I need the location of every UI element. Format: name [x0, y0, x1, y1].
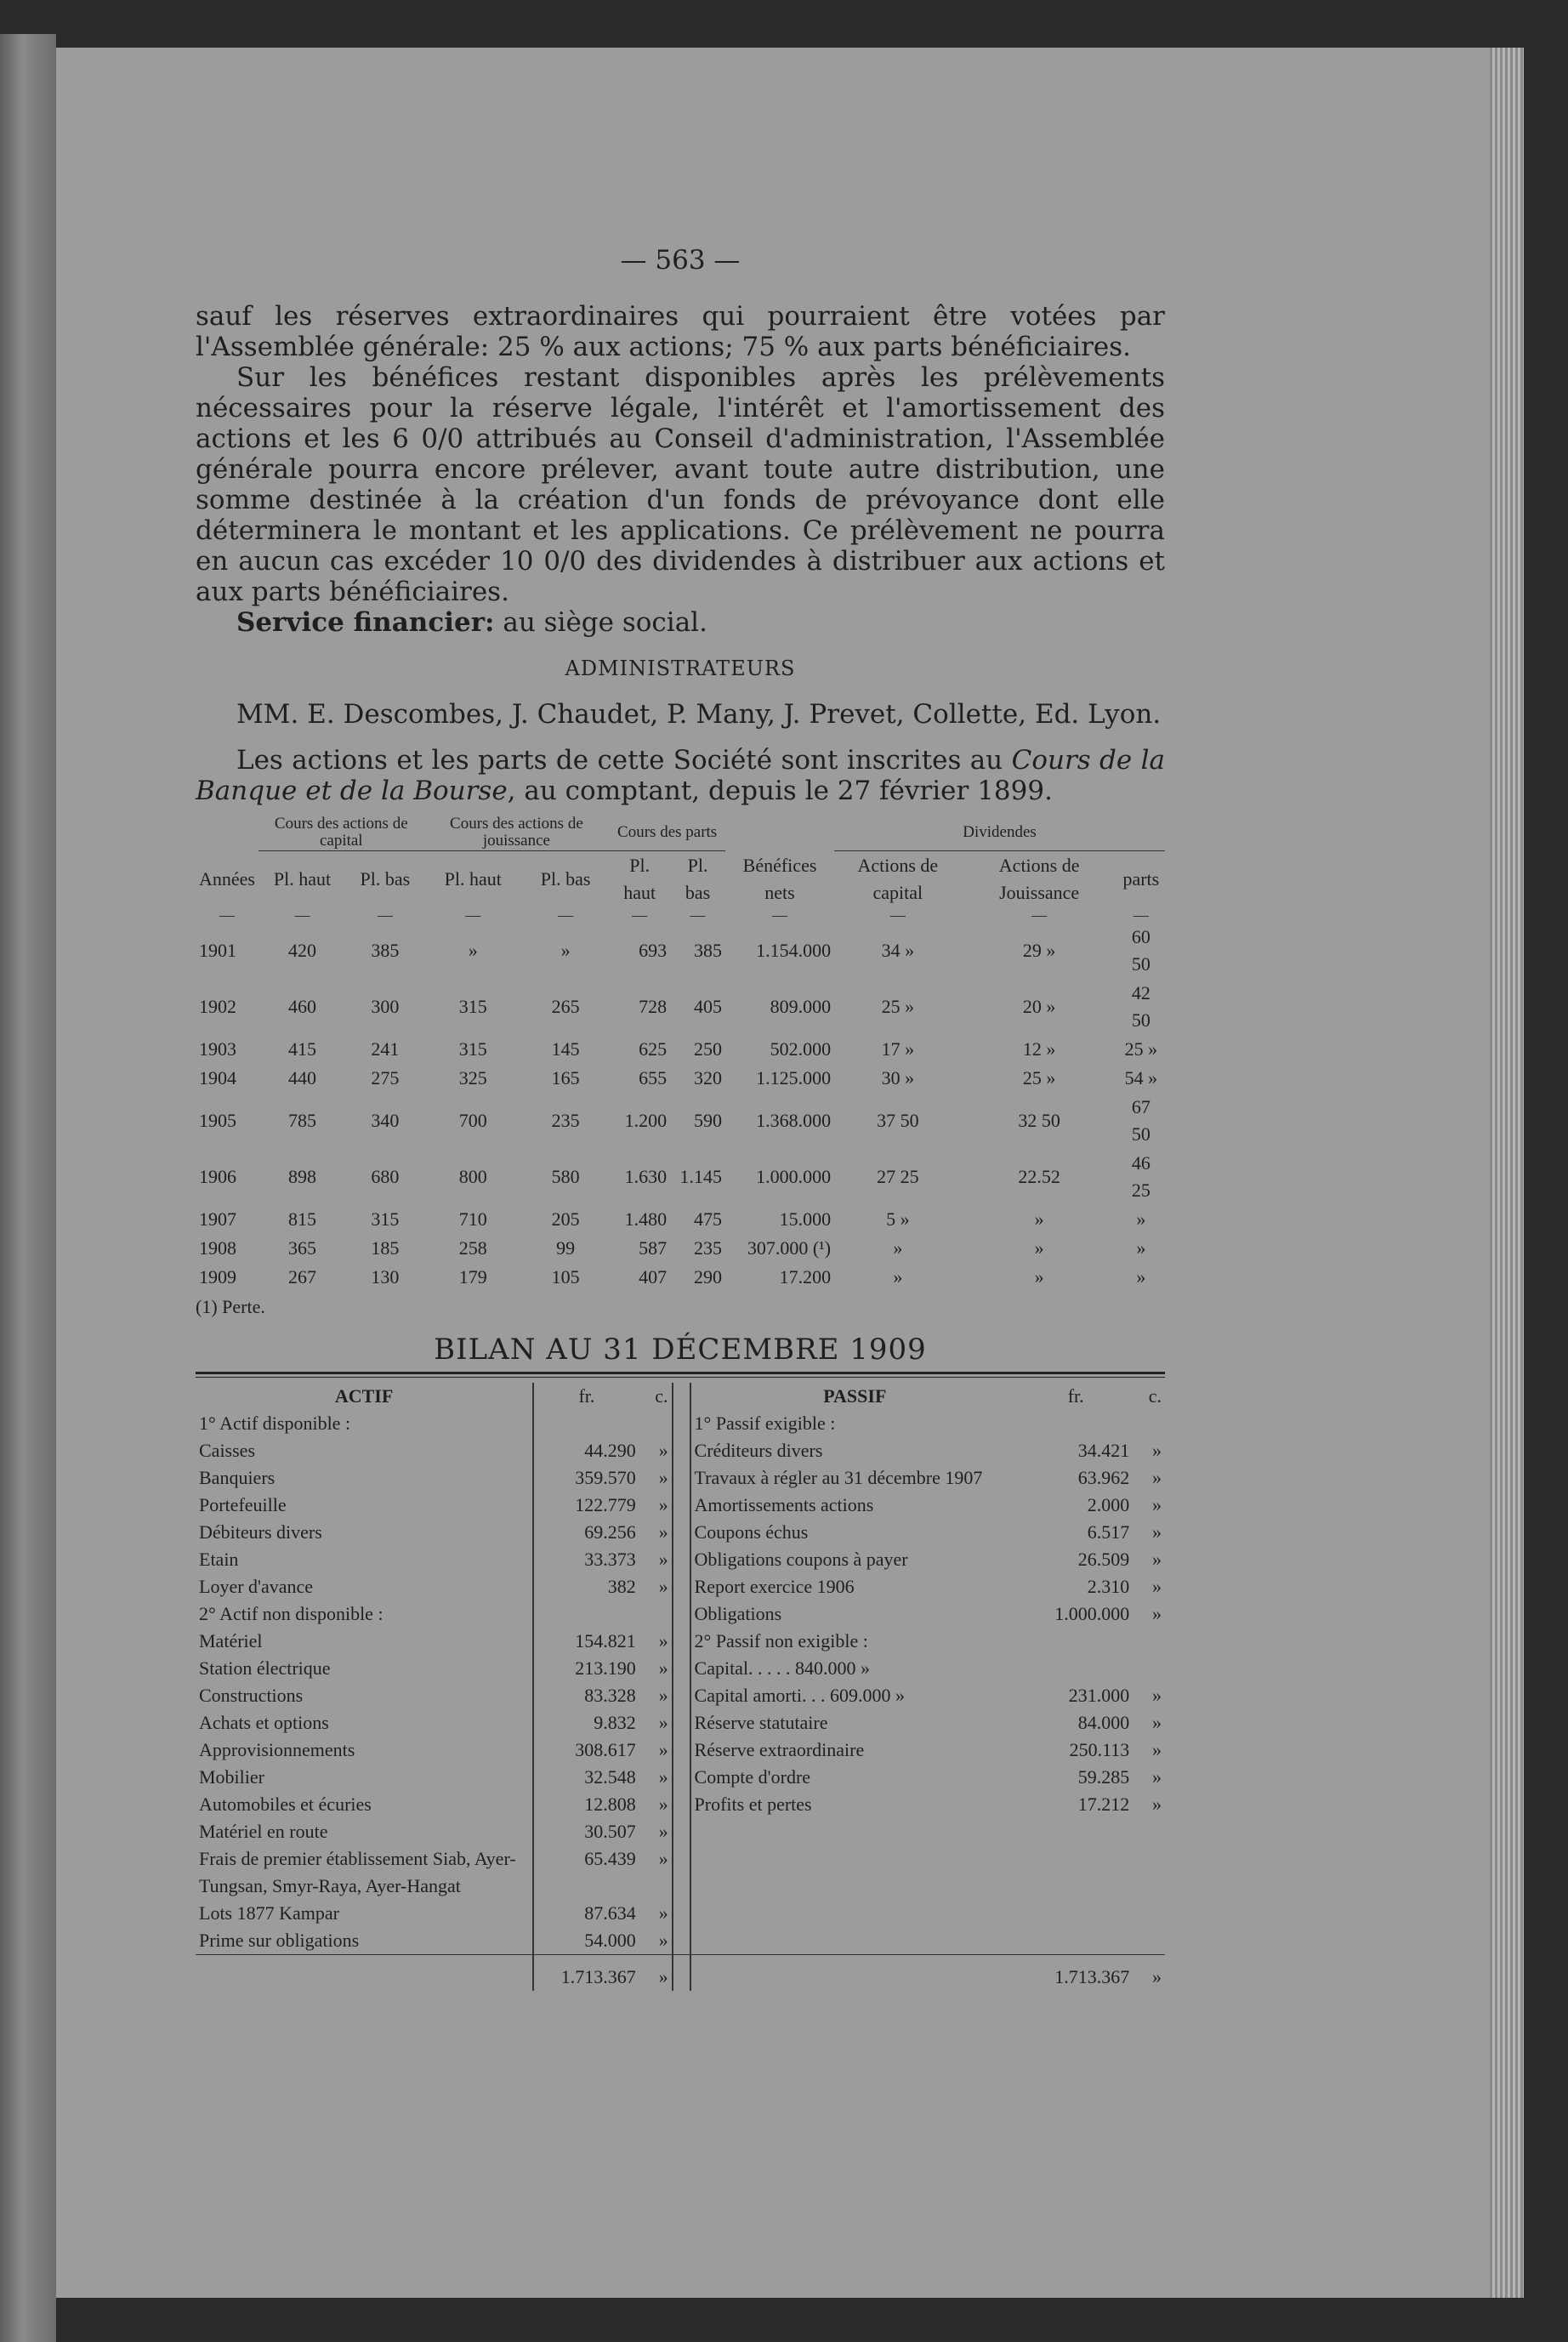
actif-label: Loyer d'avance — [199, 1576, 314, 1597]
actif-cents: » — [658, 1549, 668, 1570]
table-cell: 300 — [371, 996, 400, 1017]
passif-label: Coupons échus — [694, 1521, 809, 1543]
actif-cents: » — [658, 1930, 668, 1951]
passif-label: Profits et pertes — [694, 1793, 812, 1815]
table-row — [196, 1064, 1165, 1093]
actif-cents: » — [658, 1630, 668, 1651]
actif-cents: » — [658, 1766, 668, 1788]
group-header-jouissance: Cours des actions de jouissance — [424, 815, 610, 851]
actif-label: Banquiers — [199, 1467, 276, 1488]
table-cell: 1.000.000 — [756, 1166, 832, 1187]
table-row — [196, 923, 1165, 979]
table-cell: 250 — [694, 1038, 722, 1060]
actif-label: Caisses — [199, 1440, 255, 1461]
col-header: Pl. haut — [623, 855, 656, 903]
actif-label: Approvisionnements — [199, 1739, 355, 1760]
actif-amount: 54.000 — [533, 1927, 639, 1955]
passif-amount: 26.509 — [1077, 1549, 1130, 1570]
actif-cents — [639, 1600, 673, 1628]
bilan-row — [196, 1927, 1165, 1955]
passif-cents: » — [1152, 1603, 1162, 1624]
bilan-row — [196, 1546, 1165, 1573]
table-cell: 12 » — [1022, 1038, 1056, 1060]
bilan-row — [196, 1519, 1165, 1546]
bilan-row — [196, 1737, 1165, 1764]
actif-amount: 9.832 — [533, 1709, 639, 1737]
table-cell: 460 — [288, 996, 317, 1017]
service-label: Service financier: — [236, 607, 495, 638]
table-cell: 67 50 — [1131, 1096, 1150, 1145]
actif-amount: 87.634 — [533, 1900, 639, 1927]
table-cell: » — [1136, 1208, 1146, 1230]
table-cell: » — [1034, 1237, 1044, 1259]
table-cell: 1909 — [199, 1266, 236, 1288]
actif-label: 1° Actif disponible : — [199, 1413, 351, 1434]
table-cell: 290 — [694, 1266, 722, 1288]
table-cell: 340 — [371, 1110, 400, 1131]
bilan-table — [196, 1383, 1165, 1991]
actif-cents: » — [658, 1685, 668, 1706]
table-cell: 365 — [288, 1237, 317, 1259]
footnote: (1) Perte. — [196, 1296, 265, 1317]
total-actif: 1.713.367 — [533, 1955, 639, 1992]
actif-label: Prime sur obligations — [199, 1930, 360, 1951]
table-cell: 30 » — [881, 1067, 915, 1089]
table-row — [196, 1093, 1165, 1149]
table-cell: » — [1136, 1266, 1146, 1288]
passif-cents: » — [1152, 1712, 1162, 1733]
table-cell: 800 — [458, 1166, 487, 1187]
table-cell: 320 — [694, 1067, 722, 1089]
passif-label: Report exercice 1906 — [694, 1576, 855, 1597]
actif-cents: » — [658, 1494, 668, 1515]
double-rule — [196, 1372, 1165, 1378]
table-cell: 205 — [551, 1208, 580, 1230]
actif-amount: 213.190 — [533, 1655, 639, 1682]
table-cell: 420 — [288, 940, 317, 961]
col-header: Années — [199, 867, 255, 890]
actif-amount: 69.256 — [533, 1519, 639, 1546]
group-header-dividendes: Dividendes — [834, 815, 1165, 851]
table-cell: 275 — [371, 1067, 400, 1089]
actif-label: Débiteurs divers — [199, 1521, 322, 1543]
passif-amount: 63.962 — [1077, 1467, 1130, 1488]
table-cell: 405 — [694, 996, 722, 1017]
actif-cents: » — [658, 1821, 668, 1842]
passif-label: Réserve statutaire — [694, 1712, 828, 1733]
passif-amount: 2.310 — [1087, 1576, 1130, 1597]
actif-label: Etain — [199, 1549, 239, 1570]
actif-label: Constructions — [199, 1685, 304, 1706]
passif-amount: 59.285 — [1077, 1766, 1130, 1788]
table-cell: 1902 — [199, 996, 236, 1017]
table-cell: 693 — [639, 940, 668, 961]
table-row — [196, 979, 1165, 1035]
table-cell: 315 — [371, 1208, 400, 1230]
actif-cents: » — [658, 1712, 668, 1733]
table-cell: 1.368.000 — [756, 1110, 832, 1131]
actif-cents: » — [658, 1467, 668, 1488]
table-cell: 1.145 — [679, 1166, 722, 1187]
cours-table-body — [196, 923, 1165, 1292]
actif-header: ACTIF — [334, 1385, 394, 1407]
bilan-row — [196, 1573, 1165, 1600]
table-cell: 1908 — [199, 1237, 236, 1259]
table-cell: 785 — [288, 1110, 317, 1131]
passif-header: PASSIF — [823, 1385, 887, 1407]
table-cell: 1905 — [199, 1110, 236, 1131]
table-cell: 42 50 — [1131, 982, 1150, 1031]
bilan-row — [196, 1900, 1165, 1927]
actif-cents: » — [658, 1793, 668, 1815]
c-header: c. — [1148, 1385, 1162, 1407]
actif-amount: 308.617 — [533, 1737, 639, 1764]
bilan-row — [196, 1600, 1165, 1628]
paragraph-1: sauf les réserves extraordinaires qui pourraient être votées par l'Assemblée générale: 25 % aux actions; 75 % aux parts bénéficiaires. — [196, 301, 1165, 362]
passif-label: Amortissements actions — [694, 1494, 874, 1515]
table-cell: 1.480 — [624, 1208, 668, 1230]
actif-cents: » — [658, 1902, 668, 1924]
col-header: Actions de capital — [857, 855, 939, 903]
passif-label: Compte d'ordre — [694, 1766, 811, 1788]
admin-title: ADMINISTRATEURS — [565, 657, 796, 680]
admin-names: MM. E. Descombes, J. Chaudet, P. Many, J. Prevet, Collette, Ed. Lyon. — [236, 699, 1162, 730]
page-content — [196, 245, 1165, 1991]
table-cell: 415 — [288, 1038, 317, 1060]
passif-cents: » — [1152, 1521, 1162, 1543]
fr-header: fr. — [1067, 1385, 1084, 1407]
passif-label: Réserve extraordinaire — [694, 1739, 865, 1760]
passif-cents: » — [1152, 1440, 1162, 1461]
table-cell: 1901 — [199, 940, 236, 961]
table-cell: 235 — [551, 1110, 580, 1131]
passif-cents: » — [1152, 1793, 1162, 1815]
table-cell: 145 — [551, 1038, 580, 1060]
table-cell: 25 » — [1124, 1038, 1158, 1060]
actif-amount: 122.779 — [533, 1492, 639, 1519]
table-row — [196, 1149, 1165, 1205]
passif-label: 1° Passif exigible : — [694, 1413, 836, 1434]
actif-label: Lots 1877 Kampar — [199, 1902, 339, 1924]
bilan-row — [196, 1628, 1165, 1655]
actif-cents: » — [658, 1657, 668, 1679]
table-cell: 1.200 — [624, 1110, 668, 1131]
actif-cents: » — [658, 1521, 668, 1543]
cours-intro: Les actions et les parts de cette Société sont inscrites au Cours de la Banque et de la Bourse, au comptant, depuis le 27 février 1899. — [196, 745, 1165, 806]
actif-amount: 154.821 — [533, 1628, 639, 1655]
table-cell: 46 25 — [1131, 1152, 1150, 1201]
passif-cents — [1133, 1655, 1165, 1682]
actif-amount: 32.548 — [533, 1764, 639, 1791]
bilan-row — [196, 1764, 1165, 1791]
page-number: — 563 — — [620, 245, 741, 276]
actif-cents: » — [658, 1739, 668, 1760]
table-cell: 407 — [639, 1266, 668, 1288]
table-cell: 37 50 — [877, 1110, 919, 1131]
table-cell: 27 25 — [877, 1166, 919, 1187]
bilan-row — [196, 1492, 1165, 1519]
table-cell: 1906 — [199, 1166, 236, 1187]
actif-amount — [533, 1600, 639, 1628]
passif-amount: 34.421 — [1077, 1440, 1130, 1461]
table-cell: 17.200 — [779, 1266, 832, 1288]
passif-amount: 17.212 — [1077, 1793, 1130, 1815]
actif-label: Portefeuille — [199, 1494, 287, 1515]
col-header: parts — [1122, 868, 1160, 890]
fr-header: fr. — [533, 1383, 639, 1410]
table-cell: 385 — [371, 940, 400, 961]
bilan-row — [196, 1682, 1165, 1709]
passif-amount: 231.000 — [1068, 1685, 1130, 1706]
passif-cents — [1133, 1410, 1165, 1437]
passif-amount — [1019, 1628, 1133, 1655]
passif-label: Créditeurs divers — [694, 1440, 823, 1461]
actif-cents — [639, 1410, 673, 1437]
passif-label: Travaux à régler au 31 décembre 1907 — [694, 1467, 983, 1488]
passif-label: Obligations coupons à payer — [694, 1549, 908, 1570]
table-cell: 165 — [551, 1067, 580, 1089]
bilan-title: BILAN AU 31 DÉCEMBRE 1909 — [434, 1333, 927, 1367]
bilan-row — [196, 1791, 1165, 1818]
table-cell: 60 50 — [1131, 926, 1150, 975]
paragraph-2: Sur les bénéfices restant disponibles après les prélèvements nécessaires pour la réserve légale, l'intérêt et l'amortissement des actions et les 6 0/0 attribués au Conseil d'administration, l'Assemblée générale pourra encore prélever, avant toute autre distribution, une somme destinée à la création d'un fonds de prévoyance dont elle déterminera le montant et les applications. Ce prélèvement ne pourra en aucun cas excéder 10 0/0 des dividendes à distribuer aux actions et aux parts bénéficiaires. — [196, 362, 1165, 607]
passif-cents: » — [1152, 1685, 1162, 1706]
bilan-row — [196, 1709, 1165, 1737]
passif-amount — [1019, 1655, 1133, 1682]
service-line — [196, 607, 1165, 638]
passif-amount: 84.000 — [1077, 1712, 1130, 1733]
passif-cents: » — [1152, 1467, 1162, 1488]
table-cell: 5 » — [886, 1208, 910, 1230]
table-cell: 1907 — [199, 1208, 236, 1230]
actif-label: Matériel — [199, 1630, 263, 1651]
c-header: c. — [655, 1385, 668, 1407]
table-row — [196, 1205, 1165, 1234]
bilan-row — [196, 1410, 1165, 1437]
bilan-total-row: 1.713.367 » 1.713.367 » — [196, 1955, 1165, 1992]
cours-publication: Cours de la Banque et de la Bourse — [196, 745, 1165, 806]
passif-cents: » — [1152, 1739, 1162, 1760]
bilan-row — [196, 1464, 1165, 1492]
table-cell: 267 — [288, 1266, 317, 1288]
col-header: Pl. haut — [273, 868, 332, 890]
passif-label: Obligations — [694, 1603, 782, 1624]
actif-amount: 12.808 — [533, 1791, 639, 1818]
actif-label: Automobiles et écuries — [199, 1793, 372, 1815]
actif-label: Station électrique — [199, 1657, 331, 1679]
table-row — [196, 1035, 1165, 1064]
passif-label: 2° Passif non exigible : — [694, 1630, 868, 1651]
bilan-row — [196, 1437, 1165, 1464]
passif-cents: » — [1152, 1576, 1162, 1597]
actif-amount: 83.328 — [533, 1682, 639, 1709]
service-text: au siège social. — [494, 607, 707, 638]
actif-label: Achats et options — [199, 1712, 329, 1733]
passif-cents: » — [1152, 1494, 1162, 1515]
table-cell: 25 » — [1022, 1067, 1056, 1089]
table-cell: 185 — [371, 1237, 400, 1259]
table-cell: 265 — [551, 996, 580, 1017]
actif-label: 2° Actif non disponible : — [199, 1603, 383, 1624]
bilan-row — [196, 1818, 1165, 1845]
page-edge — [1490, 48, 1524, 2298]
table-cell: 15.000 — [779, 1208, 832, 1230]
table-cell: » — [1034, 1266, 1044, 1288]
table-cell: 502.000 — [770, 1038, 832, 1060]
table-cell: 680 — [371, 1166, 400, 1187]
passif-amount: 250.113 — [1069, 1739, 1130, 1760]
table-cell: 1.154.000 — [756, 940, 832, 961]
table-row — [196, 1263, 1165, 1292]
actif-amount: 359.570 — [533, 1464, 639, 1492]
table-cell: 25 » — [881, 996, 915, 1017]
passif-cents: » — [1152, 1766, 1162, 1788]
actif-cents: » — [658, 1576, 668, 1597]
actif-amount: 33.373 — [533, 1546, 639, 1573]
table-cell: » — [1034, 1208, 1044, 1230]
table-cell: 315 — [458, 996, 487, 1017]
bilan-row — [196, 1845, 1165, 1900]
col-header: Actions de Jouissance — [998, 855, 1080, 903]
table-cell: 710 — [458, 1208, 487, 1230]
actif-amount: 65.439 — [533, 1845, 639, 1900]
table-cell: 580 — [551, 1166, 580, 1187]
table-cell: 590 — [694, 1110, 722, 1131]
table-cell: 22.52 — [1018, 1166, 1060, 1187]
table-cell: 20 » — [1022, 996, 1056, 1017]
actif-amount — [533, 1410, 639, 1437]
passif-cents — [1133, 1628, 1165, 1655]
actif-label: Mobilier — [199, 1766, 264, 1788]
passif-cents: » — [1152, 1549, 1162, 1570]
passif-amount — [1019, 1410, 1133, 1437]
table-cell: 1.125.000 — [756, 1067, 832, 1089]
table-cell: 809.000 — [770, 996, 832, 1017]
table-cell: 898 — [288, 1166, 317, 1187]
passif-amount: 6.517 — [1087, 1521, 1130, 1543]
table-cell: » — [1136, 1237, 1146, 1259]
table-cell: 475 — [694, 1208, 722, 1230]
actif-label: Matériel en route — [199, 1821, 328, 1842]
actif-amount: 382 — [533, 1573, 639, 1600]
table-cell: » — [468, 940, 478, 961]
table-cell: 700 — [458, 1110, 487, 1131]
table-cell: 385 — [694, 940, 722, 961]
actif-label: Frais de premier établissement Siab, Ayer-Tungsan, Smyr-Raya, Ayer-Hangat — [199, 1848, 516, 1896]
table-cell: 1.630 — [624, 1166, 668, 1187]
passif-label: Capital amorti. . . 609.000 » — [694, 1685, 905, 1706]
col-header: Pl. bas — [360, 868, 411, 890]
table-cell: 1903 — [199, 1038, 236, 1060]
col-header: Pl. bas — [685, 855, 711, 903]
actif-cents: » — [658, 1848, 668, 1869]
table-cell: 241 — [371, 1038, 400, 1060]
table-cell: 440 — [288, 1067, 317, 1089]
table-cell: 325 — [458, 1067, 487, 1089]
table-cell: 54 » — [1124, 1067, 1158, 1089]
passif-amount: 1.000.000 — [1054, 1603, 1130, 1624]
table-cell: 258 — [458, 1237, 487, 1259]
total-passif: 1.713.367 — [1019, 1955, 1133, 1992]
actif-amount: 30.507 — [533, 1818, 639, 1845]
table-cell: » — [893, 1237, 903, 1259]
table-cell: 625 — [639, 1038, 668, 1060]
cours-table: Cours des actions de capital Cours des actions de jouissance Cours des parts Dividendes Années Pl. haut Pl. bas Pl. haut Pl. bas Pl. haut Pl. bas Bénéfices nets Actions de capital Actions de Jouissance parts — — — — — — — — — — — 1901 420 385 » » 693 385 1.154.000 34 » 29 » 60 50 1902 460 300 315 265 728 405 809.000 25 » 20 » 42 50 1903 415 241 315 145 625 250 502.000 17 » 12 » 25 » 1904 440 275 325 165 655 320 1.125.000 30 » 25 » 54 » 1905 785 340 700 235 1.200 590 1.368.000 37 50 32 50 67 50 1906 898 680 800 580 1.630 1.145 1.000.000 27 25 22.52 46 25 1907 815 315 710 205 1.480 475 15.000 5 » » » 1908 365 185 258 99 587 235 307.000 (¹) » » » 1909 267 130 179 105 407 290 17.200 » » » — [196, 815, 1165, 1292]
table-cell: 815 — [288, 1208, 317, 1230]
table-cell: 587 — [639, 1237, 668, 1259]
table-cell: 99 — [556, 1237, 576, 1259]
group-header-parts: Cours des parts — [609, 815, 725, 851]
actif-amount: 44.290 — [533, 1437, 639, 1464]
col-header: Bénéfices nets — [742, 854, 817, 903]
passif-label: Capital. . . . . 840.000 » — [694, 1657, 871, 1679]
col-header: Pl. haut — [444, 868, 502, 890]
actif-cents: » — [658, 1440, 668, 1461]
table-cell: » — [893, 1266, 903, 1288]
table-cell: 17 » — [881, 1038, 915, 1060]
bilan-body — [196, 1410, 1165, 1955]
table-cell: 130 — [371, 1266, 400, 1288]
table-row — [196, 1234, 1165, 1263]
group-header-capital: Cours des actions de capital — [258, 815, 424, 851]
table-cell: 32 50 — [1018, 1110, 1060, 1131]
table-cell: 105 — [551, 1266, 580, 1288]
table-cell: 1904 — [199, 1067, 236, 1089]
table-cell: 315 — [458, 1038, 487, 1060]
table-cell: 29 » — [1022, 940, 1056, 961]
table-cell: 307.000 (¹) — [747, 1237, 832, 1259]
table-cell: 179 — [458, 1266, 487, 1288]
table-cell: 728 — [639, 996, 668, 1017]
bilan-row — [196, 1655, 1165, 1682]
passif-amount: 2.000 — [1087, 1494, 1130, 1515]
col-header: Pl. bas — [540, 868, 591, 890]
table-cell: 34 » — [881, 940, 915, 961]
table-cell: » — [560, 940, 571, 961]
table-cell: 655 — [639, 1067, 668, 1089]
table-cell: 235 — [694, 1237, 722, 1259]
book-binding — [0, 34, 56, 2342]
